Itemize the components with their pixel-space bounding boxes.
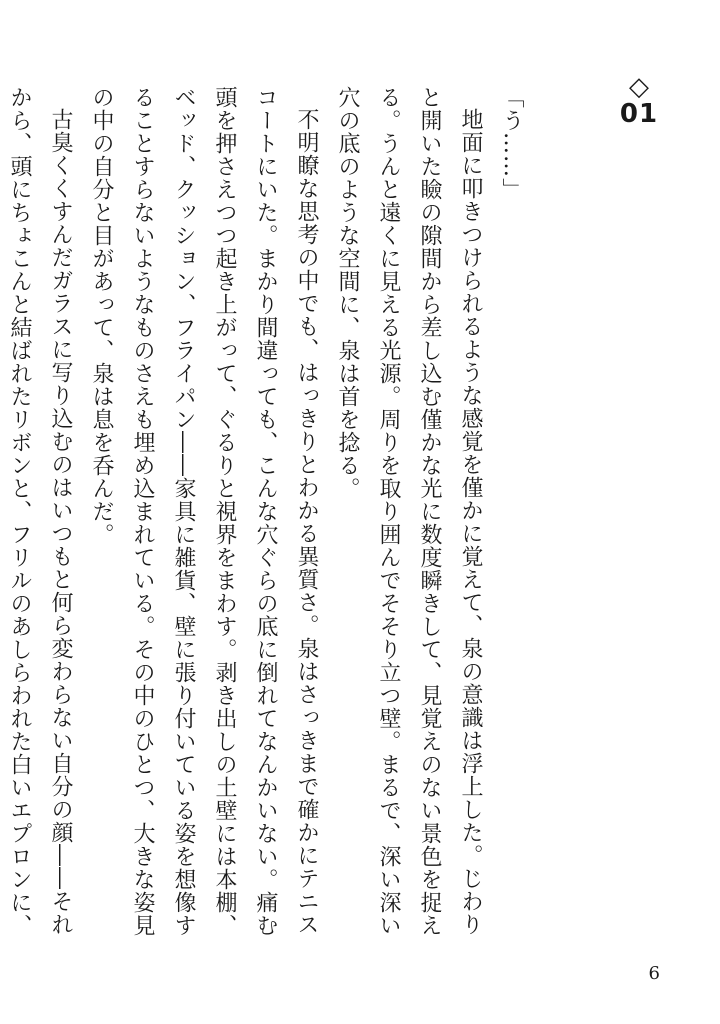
page-number: 6 [648,963,660,984]
chapter-number: 01 [619,99,659,130]
paragraph-3: 古臭くくすんだガラスに写り込むのはいつもと何ら変わらない自分の顔――それから、頭にちょこんと結ばれたリボンと、フリルのあしらわれた白いエプロンに、 [7,86,73,937]
body-text [0,86,532,946]
paragraph-2: 不明瞭な思考の中でも、はっきりとわかる異質さ。泉はさっきまで確かにテニスコートにいた。まかり間違っても、こんな穴ぐらの底に倒れてなんかいない。痛む頭を押さえつつ起き上がって、ぐるりと視界をまわす。剥き出しの土壁には本棚、ベッド、クッション、フライパン――家具に雑貨、壁に張り付いている姿を想像することすらないようなものさえも埋め込まれている。その中のひとつ、大きな姿見の中の自分と目があって、泉は息を呑んだ。 [89,86,319,937]
paragraph-1: 地面に叩きつけられるような感覚を僅かに覚えて、泉の意識は浮上した。じわりと開いた瞼の隙間から差し込む僅かな光に数度瞬きして、見覚えのない景色を捉える。うんと遠くに見える光源。周りを取り囲んでそそり立つ壁。まるで、深い深い穴の底のような空間に、泉は首を捻る。 [335,86,483,937]
chapter-heading [604,74,674,129]
paragraph-dialogue: 「う……」 [499,86,524,201]
diamond-icon: ◇ [629,72,649,102]
